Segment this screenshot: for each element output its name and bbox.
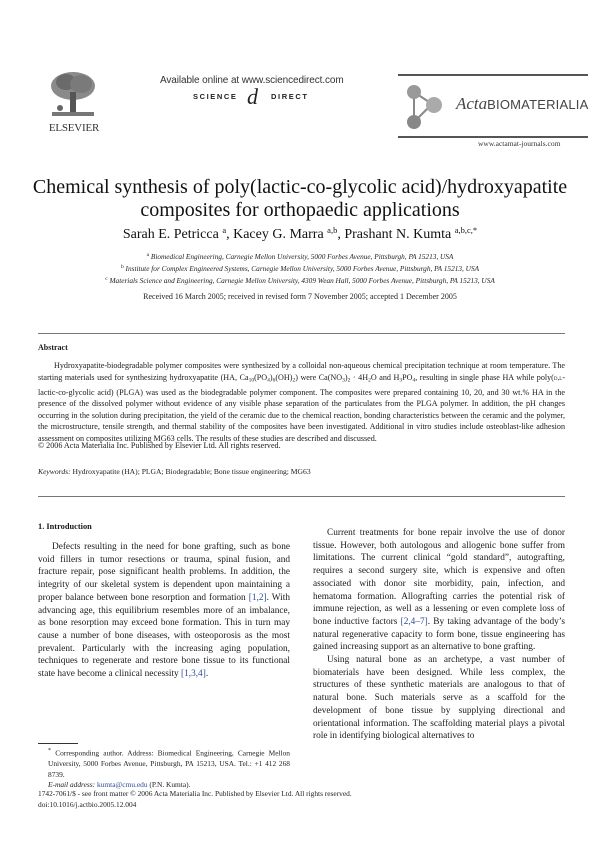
email-link[interactable]: kumta@cmu.edu xyxy=(97,780,148,790)
publisher-name: ELSEVIER xyxy=(48,122,100,134)
journal-name xyxy=(456,94,588,114)
issn-line: 1742-7061/$ - see front matter © 2006 Acta Materialia Inc. Published by Elsevier Ltd. All rights reserved. xyxy=(38,789,352,798)
section-heading: 1. Introduction xyxy=(38,522,92,531)
journal-name-italic: Acta xyxy=(456,94,488,113)
author-affil-sup: a,b,c,* xyxy=(454,225,478,235)
affiliation: $^b$ Institute for Complex Engineered Systems, Carnegie Mellon University, 5000 Forbes Avenue, Pittsburgh, PA 15213, USA xyxy=(120,264,480,273)
sd-logo-left: SCIENCE xyxy=(193,92,238,101)
abstract-copyright: © 2006 Acta Materialia Inc. Published by Elsevier Ltd. All rights reserved. xyxy=(38,441,281,450)
footnote xyxy=(38,746,290,791)
divider xyxy=(38,496,565,497)
elsevier-logo xyxy=(48,70,98,138)
divider xyxy=(38,333,565,334)
affiliation: $^c$ Materials Science and Engineering, Carnegie Mellon University, 4309 Wean Hall, 5000 Forbes Avenue, Pittsburgh, PA 15213, USA xyxy=(105,276,495,285)
author[interactable]: Sarah E. Petricca xyxy=(122,227,219,242)
paragraph: Using natural bone as an archetype, a vast number of biomaterials have been designed. While less complex, the structures of these synthetic materials are analogous to that of natural bone. Such materials serve as a scaffold for the development of bone tissue by supplying directional and orientational information. The scaffolding material plays a pivotal role in identifying biological alternatives to xyxy=(313,655,565,742)
article-title xyxy=(20,176,580,222)
journal-name-caps: BIOMATERIALIA xyxy=(487,97,589,112)
citation-link[interactable]: [1,2] xyxy=(248,592,267,603)
paragraph: Current treatments for bone repair involve the use of donor tissue. However, both autologous and allogenic bone suffer from limitations. The current clinical “gold standard”, autografting, requires a second surgery site, which is expensive and often associated with donor site morbidity, pain, infection, and hematoma formation. Allografting carries the potential risk of immune rejection, as well as a lessening or even complete loss of bone inductive factors [2,4–7]. By taking advantage of the body’s natural regenerative capacity to form bone, tissue engineering has gained increasing support as an alternative to bone grafting. xyxy=(313,528,566,653)
keywords xyxy=(38,467,311,476)
footnote-divider xyxy=(38,743,78,744)
citation-link[interactable]: [1,3,4] xyxy=(181,669,206,680)
title-line-1: Chemical synthesis of poly(lactic-co-glycolic acid)/hydroxyapatite xyxy=(32,176,568,198)
body-column-left xyxy=(38,541,290,681)
journal-logo xyxy=(398,74,588,138)
article-dates: Received 16 March 2005; received in revised form 7 November 2005; accepted 1 December 2005 xyxy=(143,292,457,301)
elsevier-tree-icon xyxy=(48,70,98,120)
available-online-text[interactable]: Available online at www.sciencedirect.com xyxy=(160,75,344,86)
footnote-marker: * xyxy=(48,748,52,754)
front-matter xyxy=(38,789,352,810)
title-line-2: composites for orthopaedic applications xyxy=(140,199,460,221)
paragraph: Defects resulting in the need for bone grafting, such as bone void fillers in tumor resections or trauma, spinal fusion, and fracture repair, pose significant health problems. In addition, the integrity of our skeletal system is dependent upon maintaining a proper balance between bone resorption and formation [1,2]. With advancing age, this equilibrium resembles more of an imbalance, as bone resorption may exceed bone formation. This in turn may cause a number of bone diseases, with osteoporosis as the most prevalent. Particularly with the increasing aging population, techniques to regenerate and restore bone tissue to its functional state have become a clinical necessity [1,3,4]. xyxy=(38,542,290,680)
email-label: E-mail address: xyxy=(48,780,96,790)
sd-at-icon: d xyxy=(247,84,258,109)
abstract-heading: Abstract xyxy=(38,343,68,352)
footnote-text: Corresponding author. Address: Biomedical Engineering, Carnegie Mellon University, 5000 Forbes Avenue, Pittsburgh, PA 15213, USA. Tel.: +1 412 268 8739. xyxy=(48,748,290,779)
keywords-label: Keywords: xyxy=(38,467,71,476)
keywords-list: Hydroxyapatite (HA); PLGA; Biodegradable; Bone tissue engineering; MG63 xyxy=(72,467,311,476)
sd-logo-right: DIRECT xyxy=(271,92,309,101)
affiliations xyxy=(20,250,580,286)
author-affil-sup: a xyxy=(222,225,227,235)
journal-url[interactable]: www.actamat-journals.com xyxy=(478,139,561,148)
affiliation: $^a$ Biomedical Engineering, Carnegie Mellon University, 5000 Forbes Avenue, Pittsburgh, PA 15213, USA xyxy=(146,252,454,261)
author-list: Sarah E. Petricca $^a$, Kacey G. Marra $^{a,b}$, Prashant N. Kumta $^{a,b,c,*}$ xyxy=(122,225,478,242)
author[interactable]: Kacey G. Marra xyxy=(233,227,324,242)
doi[interactable]: doi:10.1016/j.actbio.2005.12.004 xyxy=(38,799,137,809)
body-column-right xyxy=(313,527,565,743)
citation-link[interactable]: [2,4–7] xyxy=(400,616,428,627)
molecule-icon xyxy=(402,80,454,132)
email-suffix: (P.N. Kumta). xyxy=(147,780,191,790)
author[interactable]: Prashant N. Kumta xyxy=(344,227,452,242)
author-affil-sup: a,b xyxy=(327,225,338,235)
sciencedirect-logo xyxy=(193,84,353,109)
abstract-text: Hydroxyapatite-biodegradable polymer composites were synthesized by a colloidal non-aqueous chemical precipitation technique at room temperature. The starting materials used for synthesizing hydroxyapatite (HA, $Ca_{10}(PO_4)_6(OH)_2$) were $Ca(NO_3)_2 \cdot 4H_2O$ and $H_3PO_4$, resulting in single phase HA while poly(d,l-lactic-co-glycolic acid) (PLGA) was used as the biodegradable polymer component. The composites were prepared containing 10, 20, and 30 wt.% HA in the presence of the dissolved polymer without evidence of any visible phase separation of the particulates from the PLGA polymer. In addition, the pH changes occurring in the solution during precipitation, the yield of the ceramic due to the chemical reaction, bonding characteristics between the ceramic and the polymer, the microstructure, tensile strength, and thermal stability of the composites have been investigated. Additional in vitro studies include osteoblast-like adhesion assessment on composites utilizing MG63 cells. The results of these studies are described and discussed. xyxy=(38,361,566,444)
